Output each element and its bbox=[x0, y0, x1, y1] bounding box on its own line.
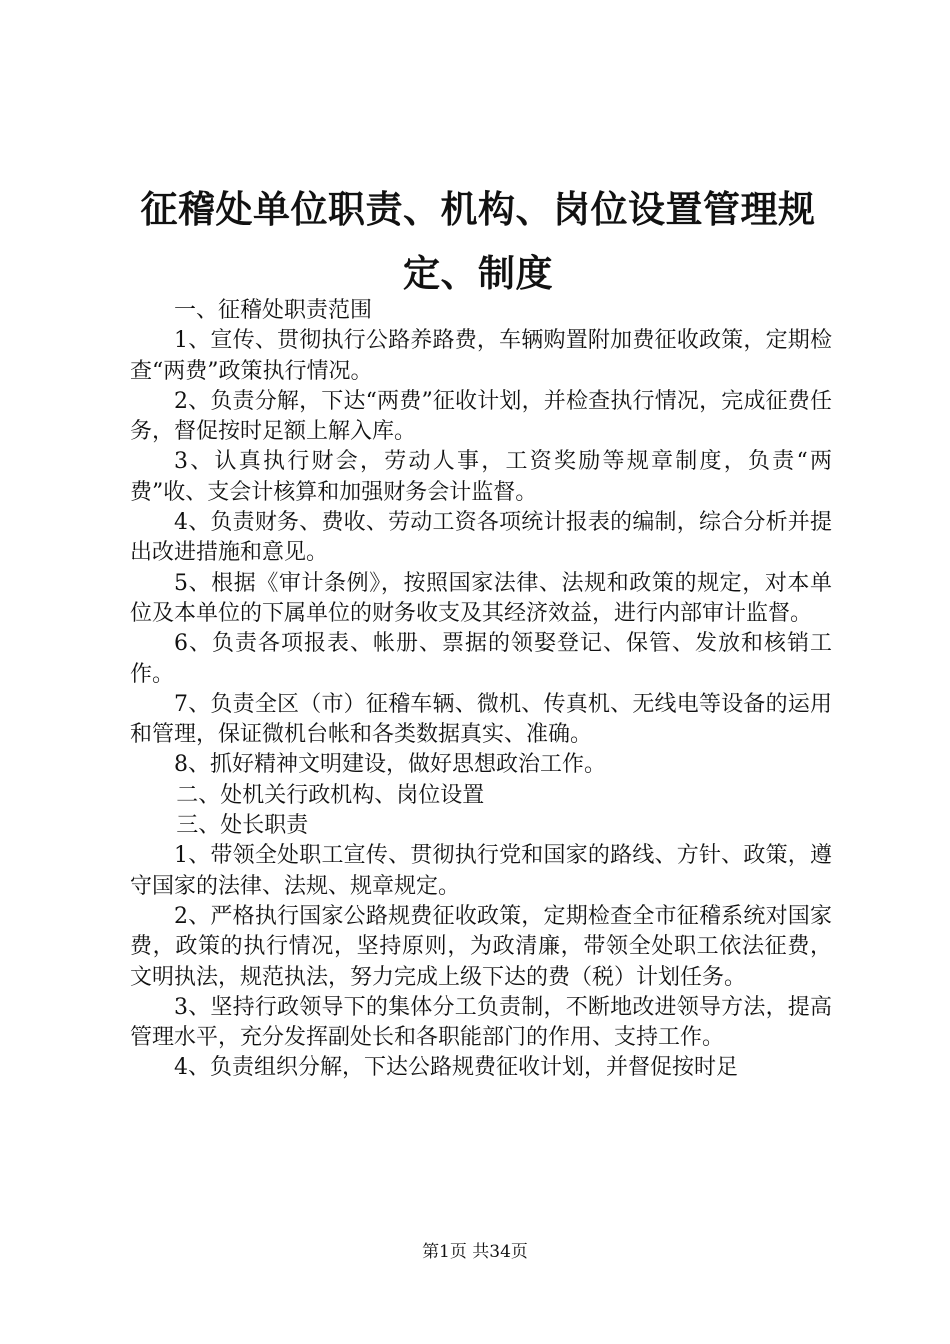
section-heading: 二、处机关行政机构、岗位设置 bbox=[176, 782, 485, 808]
section-heading: 三、处长职责 bbox=[176, 813, 309, 839]
body-paragraph: 1、带领全处职工宣传、贯彻执行党和国家的路线、方针、政策，遵守国家的法律、法规、规章规定。 bbox=[130, 843, 832, 899]
body-paragraph: 5、根据《审计条例》，按照国家法律、法规和政策的规定，对本单位及本单位的下属单位的财务收支及其经济效益，进行内部审计监督。 bbox=[130, 570, 832, 626]
body-paragraph: 6、负责各项报表、帐册、票据的领娶登记、保管、发放和核销工作。 bbox=[130, 631, 832, 687]
body-paragraph: 4、负责财务、费收、劳动工资各项统计报表的编制，综合分析并提出改进措施和意见。 bbox=[130, 510, 832, 566]
section-heading: 一、征稽处职责范围 bbox=[174, 298, 373, 323]
document-title: 征稽处单位职责、机构、岗位设置管理规定、制度 bbox=[140, 188, 816, 295]
document-body bbox=[130, 296, 832, 1084]
body-paragraph: 4、负责组织分解，下达公路规费征收计划，并督促按时足 bbox=[174, 1055, 738, 1081]
body-paragraph: 3、认真执行财会，劳动人事，工资奖励等规章制度，负责“两费”收、支会计核算和加强财务会计监督。 bbox=[130, 449, 832, 505]
body-paragraph: 8、抓好精神文明建设，做好思想政治工作。 bbox=[174, 752, 606, 778]
body-paragraph: 2、严格执行国家公路规费征收政策，定期检查全市征稽系统对国家费，政策的执行情况，坚持原则，为政清廉，带领全处职工依法征费，文明执法，规范执法，努力完成上级下达的费（税）计划任务。 bbox=[130, 903, 832, 990]
body-paragraph: 3、坚持行政领导下的集体分工负责制，不断地改进领导方法，提高管理水平，充分发挥副处长和各职能部门的作用、支持工作。 bbox=[130, 994, 832, 1051]
body-paragraph: 7、负责全区（市）征稽车辆、微机、传真机、无线电等设备的运用和管理，保证微机台帐和各类数据真实、准确。 bbox=[130, 691, 832, 748]
body-paragraph: 2、负责分解，下达“两费”征收计划，并检查执行情况，完成征费任务，督促按时足额上解入库。 bbox=[130, 388, 832, 445]
body-paragraph: 1、宣传、贯彻执行公路养路费，车辆购置附加费征收政策，定期检查“两费”政策执行情况。 bbox=[130, 328, 832, 384]
page-number: 第1页 共34页 bbox=[422, 1242, 528, 1262]
